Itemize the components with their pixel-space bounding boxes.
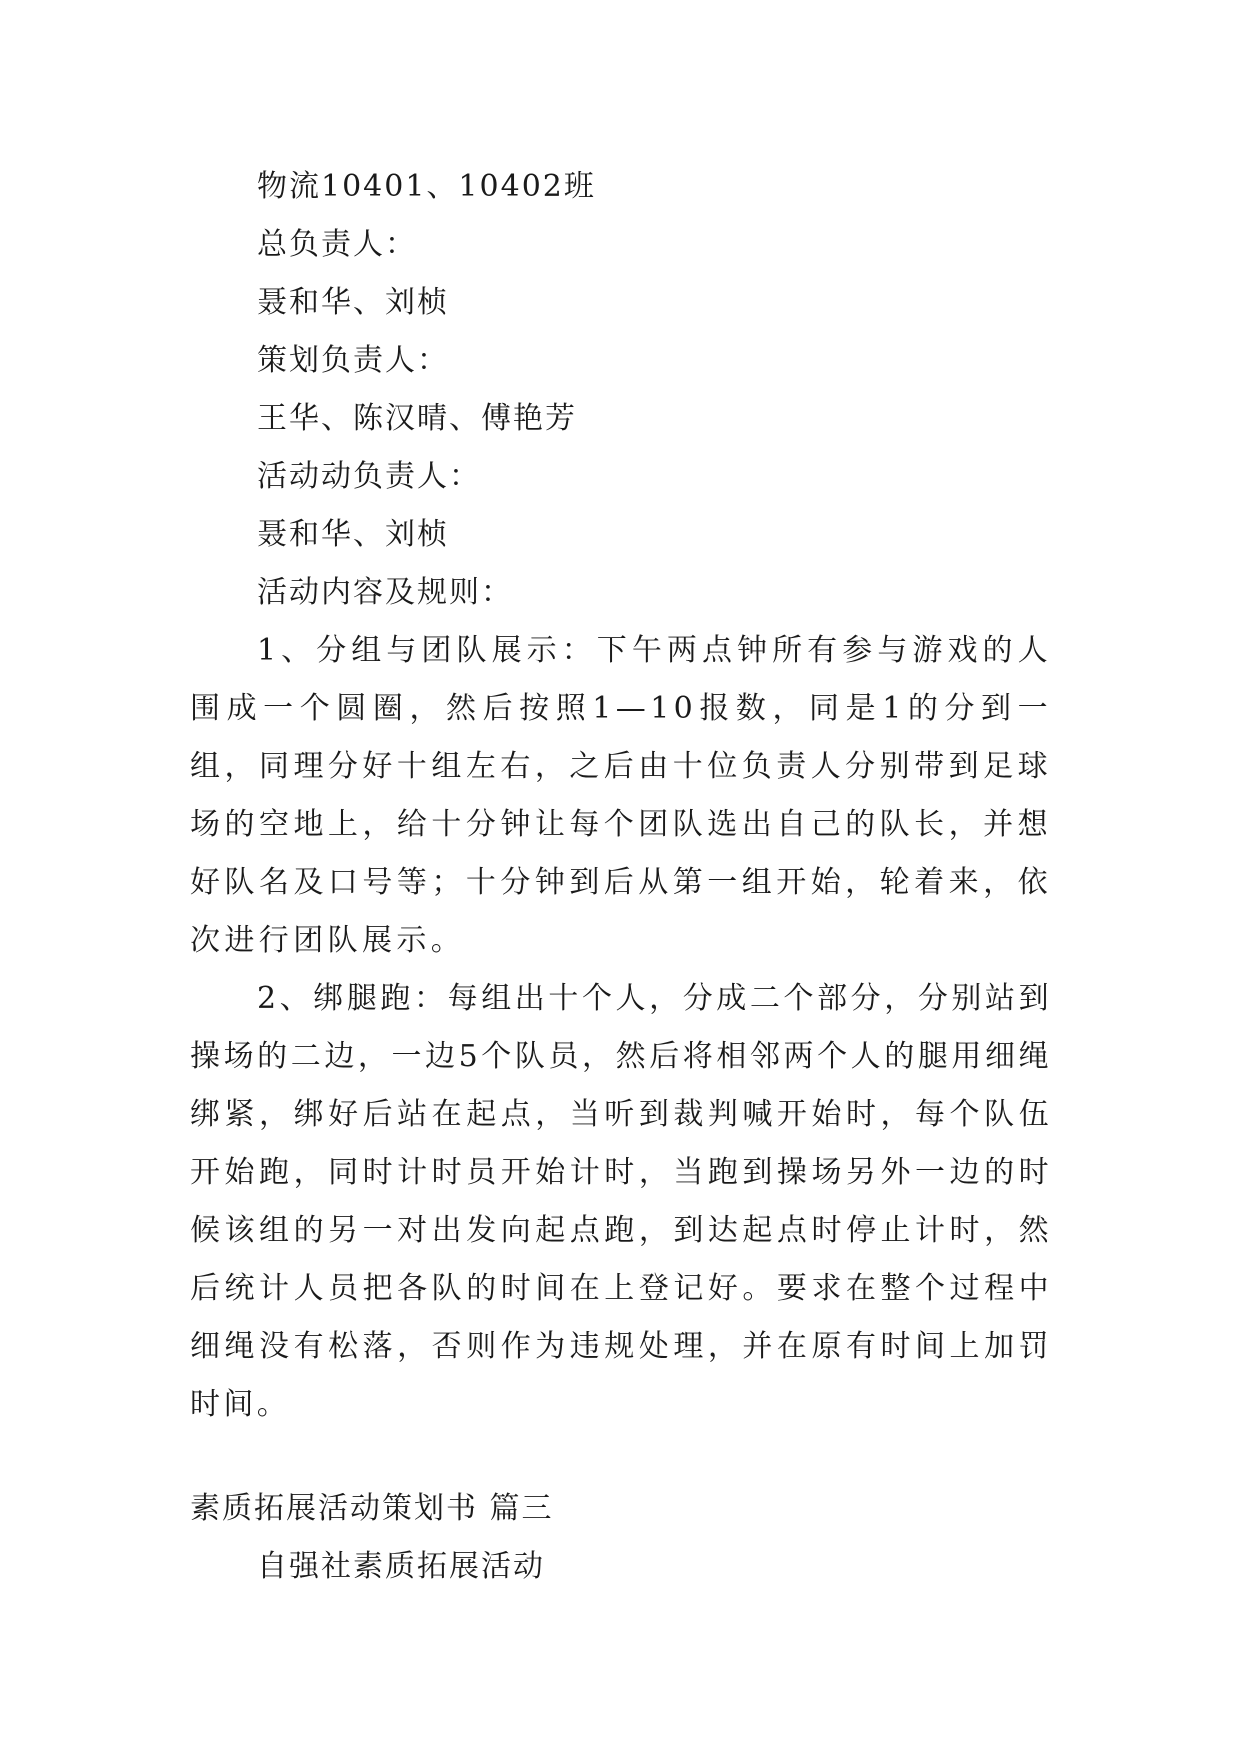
general-lead-label: 总负责人： xyxy=(257,227,417,262)
planning-lead-label: 策划负责人： xyxy=(257,343,449,378)
rule-paragraph-2: 2、绑腿跑：每组出十个人，分成二个部分，分别站到操场的二边，一边5个队员，然后将相邻两个人的腿用细绳绑紧，绑好后站在起点，当听到裁判喊开始时，每个队伍开始跑，同时计时员开始计时，当跑到操场另外一边的时候该组的另一对出发向起点跑，到达起点时停止计时，然后统计人员把各队的时间在上登记好。要求在整个过程中细绳没有松落，否则作为违规处理，并在原有时间上加罚时间。 xyxy=(190,981,1052,1422)
class-line: 物流10401、10402班 xyxy=(257,169,596,204)
activity-lead-label: 活动动负责人： xyxy=(257,459,481,494)
activity-lead-names: 聂和华、刘桢 xyxy=(257,517,449,552)
rule-paragraph-1: 1、分组与团队展示：下午两点钟所有参与游戏的人围成一个圆圈，然后按照1—10报数，同是1的分到一组，同理分好十组左右，之后由十位负责人分别带到足球场的空地上，给十分钟让每个团队选出自己的队长，并想好队名及口号等；十分钟到后从第一组开始，轮着来，依次进行团队展示。 xyxy=(190,633,1052,958)
section-subtitle: 自强社素质拓展活动 xyxy=(257,1549,545,1584)
planning-lead-names: 王华、陈汉晴、傅艳芳 xyxy=(257,401,577,436)
general-lead-names: 聂和华、刘桢 xyxy=(257,285,449,320)
document-body xyxy=(190,158,1052,1596)
section-title: 素质拓展活动策划书 篇三 xyxy=(190,1491,554,1526)
rules-heading: 活动内容及规则： xyxy=(257,575,513,610)
